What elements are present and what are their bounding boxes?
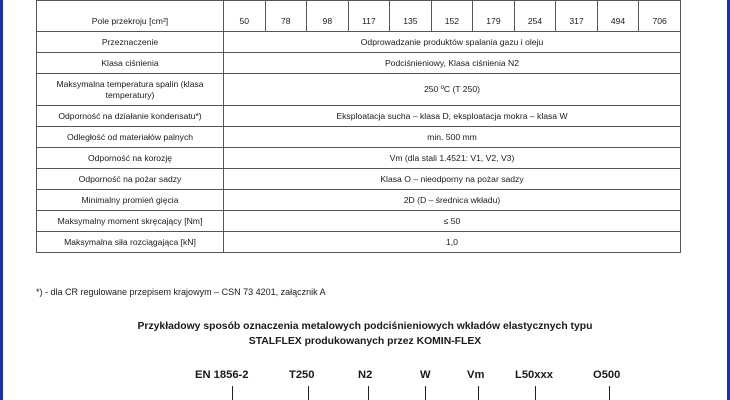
area-value: 706 [639, 1, 681, 32]
row-value: Vm (dla stali 1.4521: V1, V2, V3) [224, 148, 681, 169]
row-label: Przeznaczenie [37, 32, 224, 53]
spec-table [36, 0, 681, 253]
table-row [37, 148, 681, 169]
row-value: Podciśnieniowy, Klasa ciśnienia N2 [224, 53, 681, 74]
row-value: Eksploatacja sucha – klasa D, eksploatacja mokra – klasa W [224, 106, 681, 127]
table-row [37, 106, 681, 127]
designation-tick [609, 386, 610, 400]
area-value: 98 [307, 1, 349, 32]
area-value: 50 [224, 1, 266, 32]
row-label: Pole przekroju [cm²] [37, 1, 224, 32]
row-value: Klasa O – nieodporny na pożar sadzy [224, 169, 681, 190]
area-value: 152 [431, 1, 473, 32]
row-label: Maksymalna siła rozciągająca [kN] [37, 232, 224, 253]
table-row [37, 190, 681, 211]
area-value: 254 [514, 1, 556, 32]
designation-tick [535, 386, 536, 400]
footnote: *) - dla CR regulowane przepisem krajowym – CSN 73 4201, załącznik A [36, 287, 326, 297]
designation-code: Vm [467, 369, 485, 381]
designation-tick [478, 386, 479, 400]
table-row [37, 169, 681, 190]
designation-code: L50xxx [515, 369, 553, 381]
designation-code: O500 [593, 369, 621, 381]
designation-tick [368, 386, 369, 400]
table-row [37, 232, 681, 253]
row-value: 250 ºC (T 250) [224, 74, 681, 106]
row-label: Odporność na korozję [37, 148, 224, 169]
row-value: Odprowadzanie produktów spalania gazu i oleju [224, 32, 681, 53]
row-label: Odporność na działanie kondensatu*) [37, 106, 224, 127]
designation-code-row [0, 369, 730, 383]
row-label: Klasa ciśnienia [37, 53, 224, 74]
table-row [37, 74, 681, 106]
area-value: 78 [265, 1, 307, 32]
row-label: Odporność na pożar sadzy [37, 169, 224, 190]
row-label: Maksymalny moment skręcający [Nm] [37, 211, 224, 232]
designation-code: EN 1856-2 [195, 369, 249, 381]
row-label: Minimalny promień gięcia [37, 190, 224, 211]
area-value: 494 [597, 1, 639, 32]
area-value: 117 [348, 1, 390, 32]
area-value: 317 [556, 1, 598, 32]
row-value: ≤ 50 [224, 211, 681, 232]
area-value: 179 [473, 1, 515, 32]
designation-tick [232, 386, 233, 400]
designation-tick [425, 386, 426, 400]
designation-code: W [420, 369, 431, 381]
designation-tick [308, 386, 309, 400]
designation-heading: Przykładowy sposób oznaczenia metalowych podciśnieniowych wkładów elastycznych typu [137, 321, 593, 332]
area-value: 135 [390, 1, 432, 32]
table-row [37, 1, 681, 32]
row-label: Odległość od materiałów palnych [37, 127, 224, 148]
row-value: 1,0 [224, 232, 681, 253]
table-row [37, 32, 681, 53]
designation-subheading: STALFLEX produkowanych przez KOMIN-FLEX [248, 336, 482, 347]
table-row [37, 53, 681, 74]
table-row [37, 211, 681, 232]
designation-code: T250 [289, 369, 315, 381]
row-value: 2D (D – średnica wkładu) [224, 190, 681, 211]
designation-code: N2 [358, 369, 373, 381]
row-value: min. 500 mm [224, 127, 681, 148]
row-label: Maksymalna temperatura spalin (klasa temperatury) [37, 74, 224, 106]
table-row [37, 127, 681, 148]
